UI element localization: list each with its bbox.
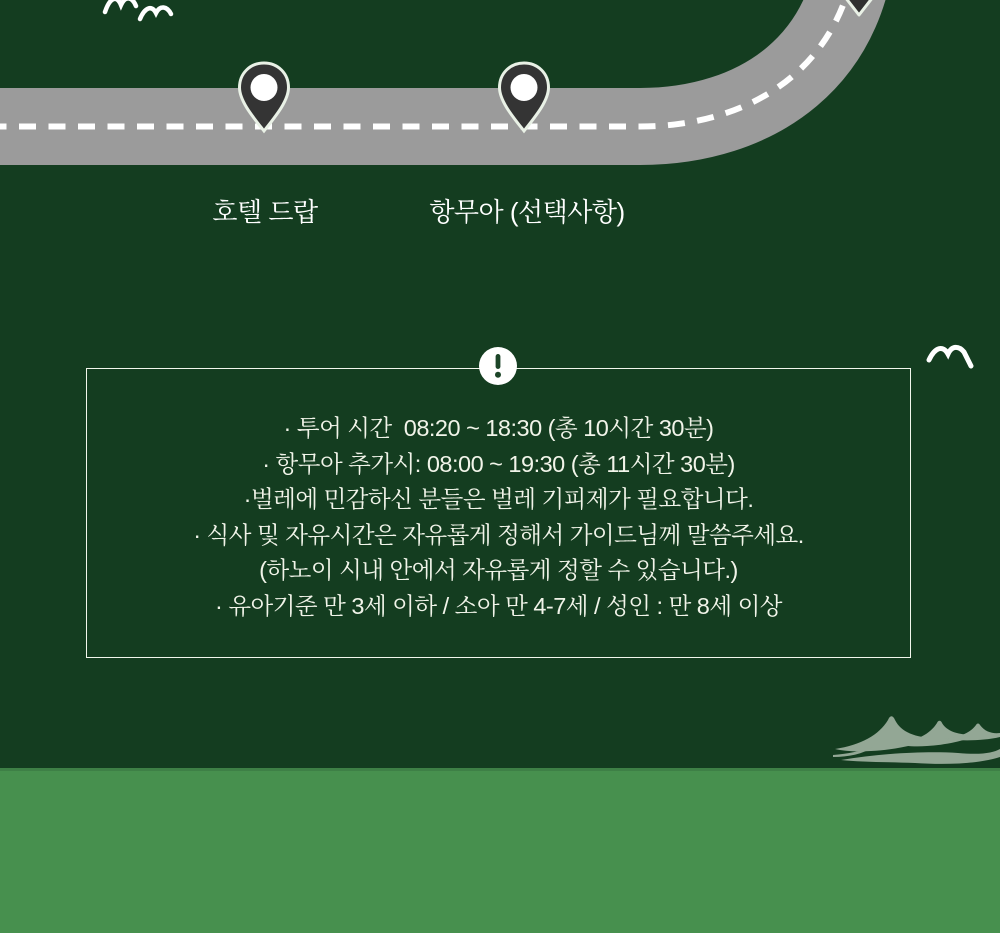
notice-line-hangmua-time: · 항무아 추가시: 08:00 ~ 19:30 (총 11시간 30분) bbox=[262, 450, 735, 477]
map-pin-icon bbox=[236, 61, 292, 135]
footer-band bbox=[0, 768, 1000, 933]
stop-label-hotel-drop: 호텔 드랍 bbox=[212, 197, 318, 227]
notice-line-free-time: · 식사 및 자유시간은 자유롭게 정해서 가이드님께 말씀주세요. bbox=[193, 521, 804, 548]
notice-line-tour-time: · 투어 시간 08:20 ~ 18:30 (총 10시간 30분) bbox=[283, 415, 714, 441]
notice-line-hanoi-city: (하노이 시내 안에서 자유롭게 정할 수 있습니다.) bbox=[259, 557, 738, 584]
stop-label-hang-mua: 항무아 (선택사항) bbox=[429, 197, 625, 227]
waves-icon bbox=[833, 708, 1000, 768]
notice-line-bug-repellent: ·벌레에 민감하신 분들은 벌레 기피제가 필요합니다. bbox=[243, 486, 754, 513]
notice-box bbox=[86, 368, 911, 658]
exclamation-icon bbox=[479, 347, 517, 385]
bird-icon bbox=[926, 341, 980, 371]
bird-icon bbox=[100, 0, 180, 26]
map-pin-icon bbox=[496, 61, 552, 135]
notice-line-age-policy: · 유아기준 만 3세 이하 / 소아 만 4-7세 / 성인 : 만 8세 이상 bbox=[214, 592, 783, 619]
